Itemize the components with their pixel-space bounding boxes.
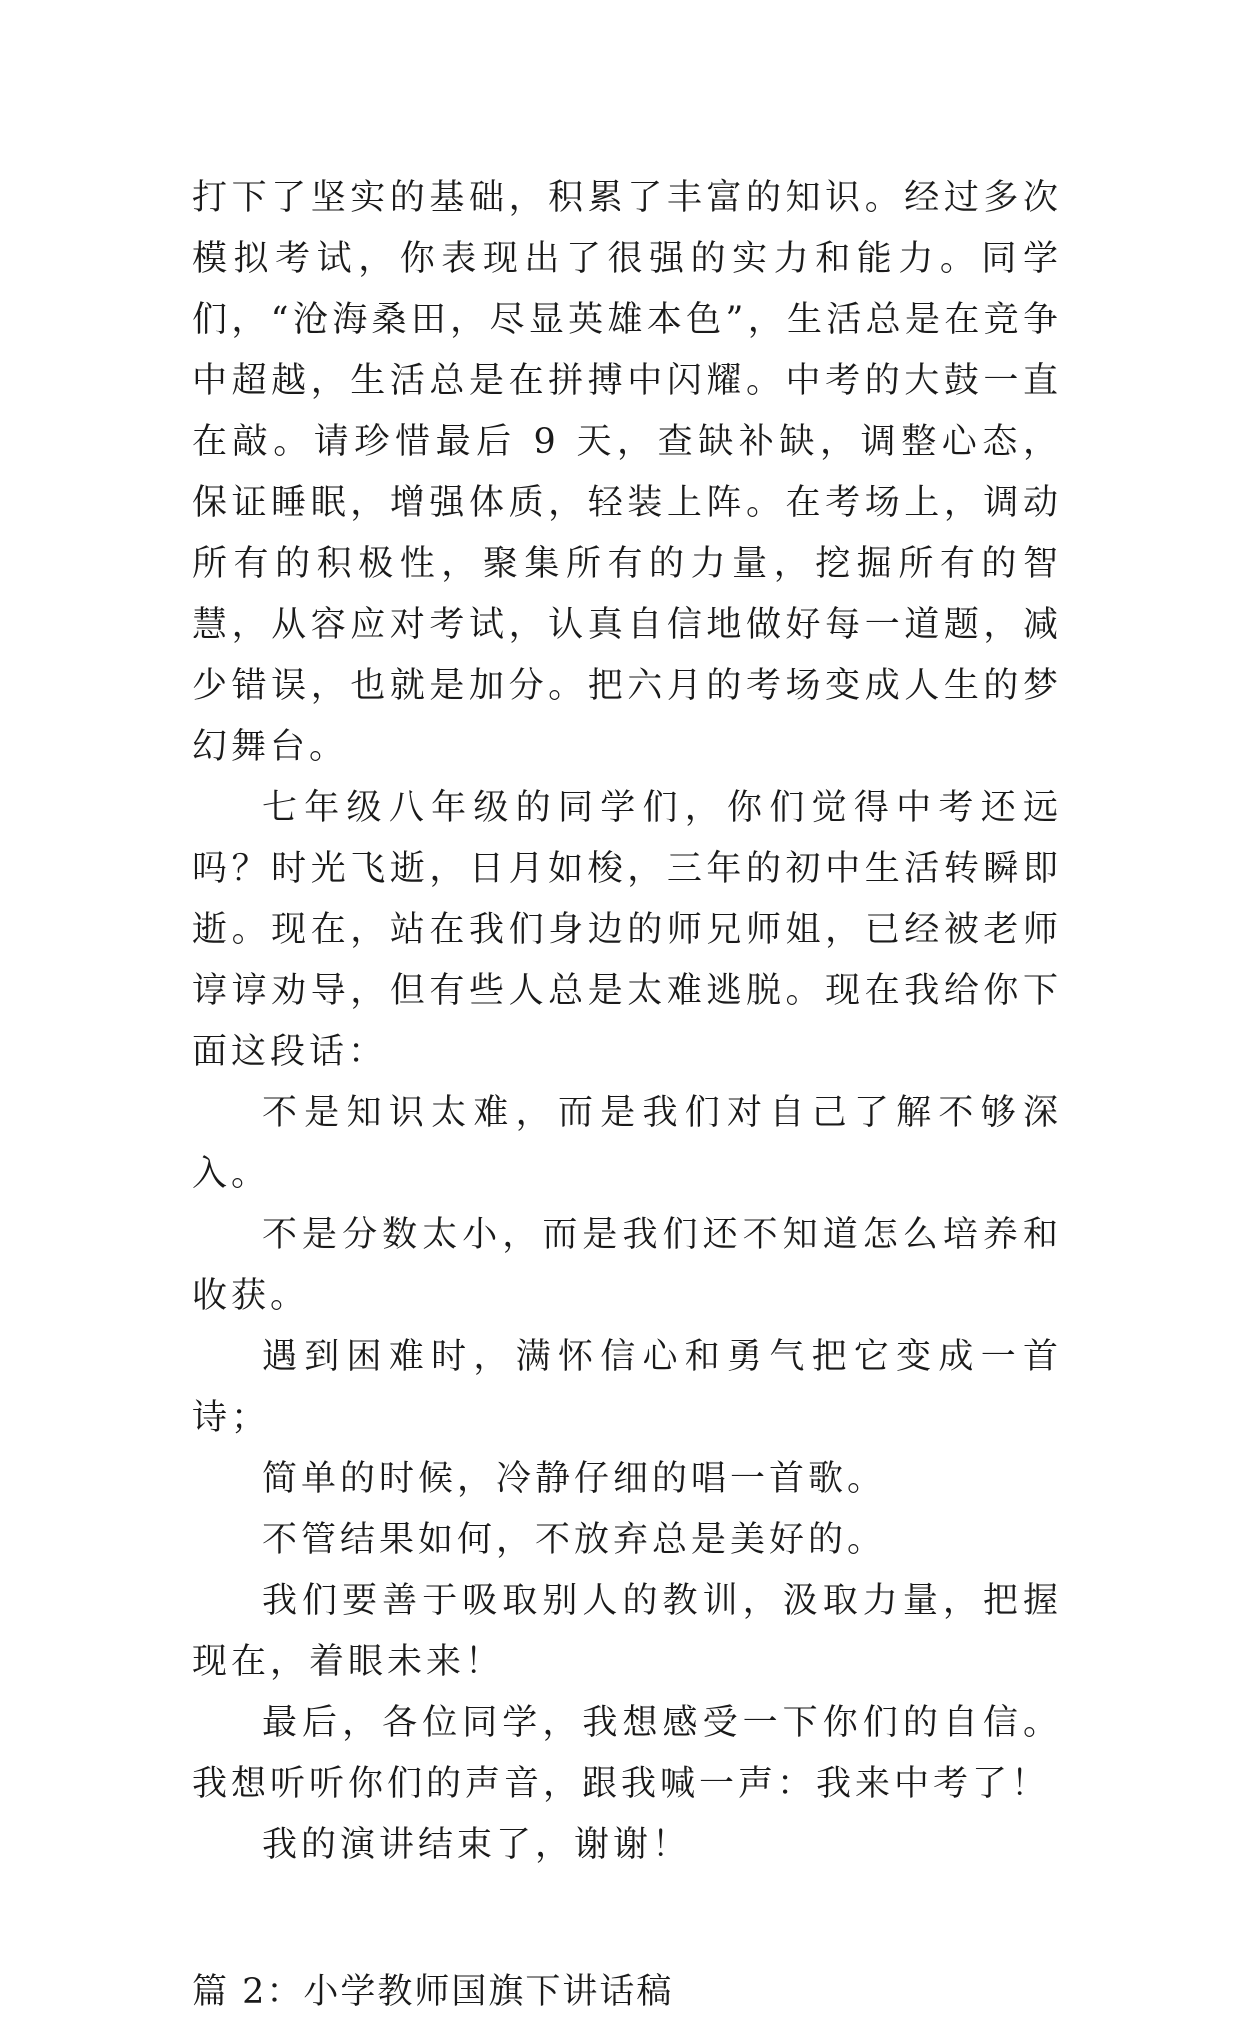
paragraph-verse-4: 简单的时候，冷静仔细的唱一首歌。 bbox=[262, 1459, 887, 1499]
paragraph-verse-5: 不管结果如何，不放弃总是美好的。 bbox=[262, 1520, 887, 1560]
paragraph-verse-3: 遇到困难时，满怀信心和勇气把它变成一首诗； bbox=[192, 1337, 1062, 1438]
paragraph-verse-1: 不是知识太难，而是我们对自己了解不够深入。 bbox=[192, 1093, 1062, 1194]
section-spacer bbox=[192, 1876, 1062, 1962]
paragraph-confidence: 最后，各位同学，我想感受一下你们的自信。我想听听你们的声音，跟我喊一声：我来中考了！ bbox=[192, 1703, 1062, 1804]
paragraph-verse-2: 不是分数太小，而是我们还不知道怎么培养和收获。 bbox=[192, 1215, 1062, 1316]
paragraph-junior-students: 七年级八年级的同学们，你们觉得中考还远吗？时光飞逝，日月如梭，三年的初中生活转瞬即逝。现在，站在我们身边的师兄师姐，已经被老师谆谆劝导，但有些人总是太难逃脱。现在我给你下面这段话： bbox=[192, 788, 1062, 1072]
document-body bbox=[192, 168, 1062, 2023]
section-heading: 篇 2：小学教师国旗下讲话稿 bbox=[192, 1972, 674, 2012]
paragraph-closing: 我的演讲结束了，谢谢！ bbox=[262, 1825, 692, 1865]
paragraph-continuation: 打下了坚实的基础，积累了丰富的知识。经过多次模拟考试，你表现出了很强的实力和能力。同学们，“沧海桑田，尽显英雄本色”，生活总是在竞争中超越，生活总是在拼搏中闪耀。中考的大鼓一直在敲。请珍惜最后 9 天，查缺补缺，调整心态，保证睡眠，增强体质，轻装上阵。在考场上，调动所有的积极性，聚集所有的力量，挖掘所有的智慧，从容应对考试，认真自信地做好每一道题，减少错误，也就是加分。把六月的考场变成人生的梦幻舞台。 bbox=[192, 178, 1062, 767]
paragraph-lessons: 我们要善于吸取别人的教训，汲取力量，把握现在，着眼未来！ bbox=[192, 1581, 1062, 1682]
